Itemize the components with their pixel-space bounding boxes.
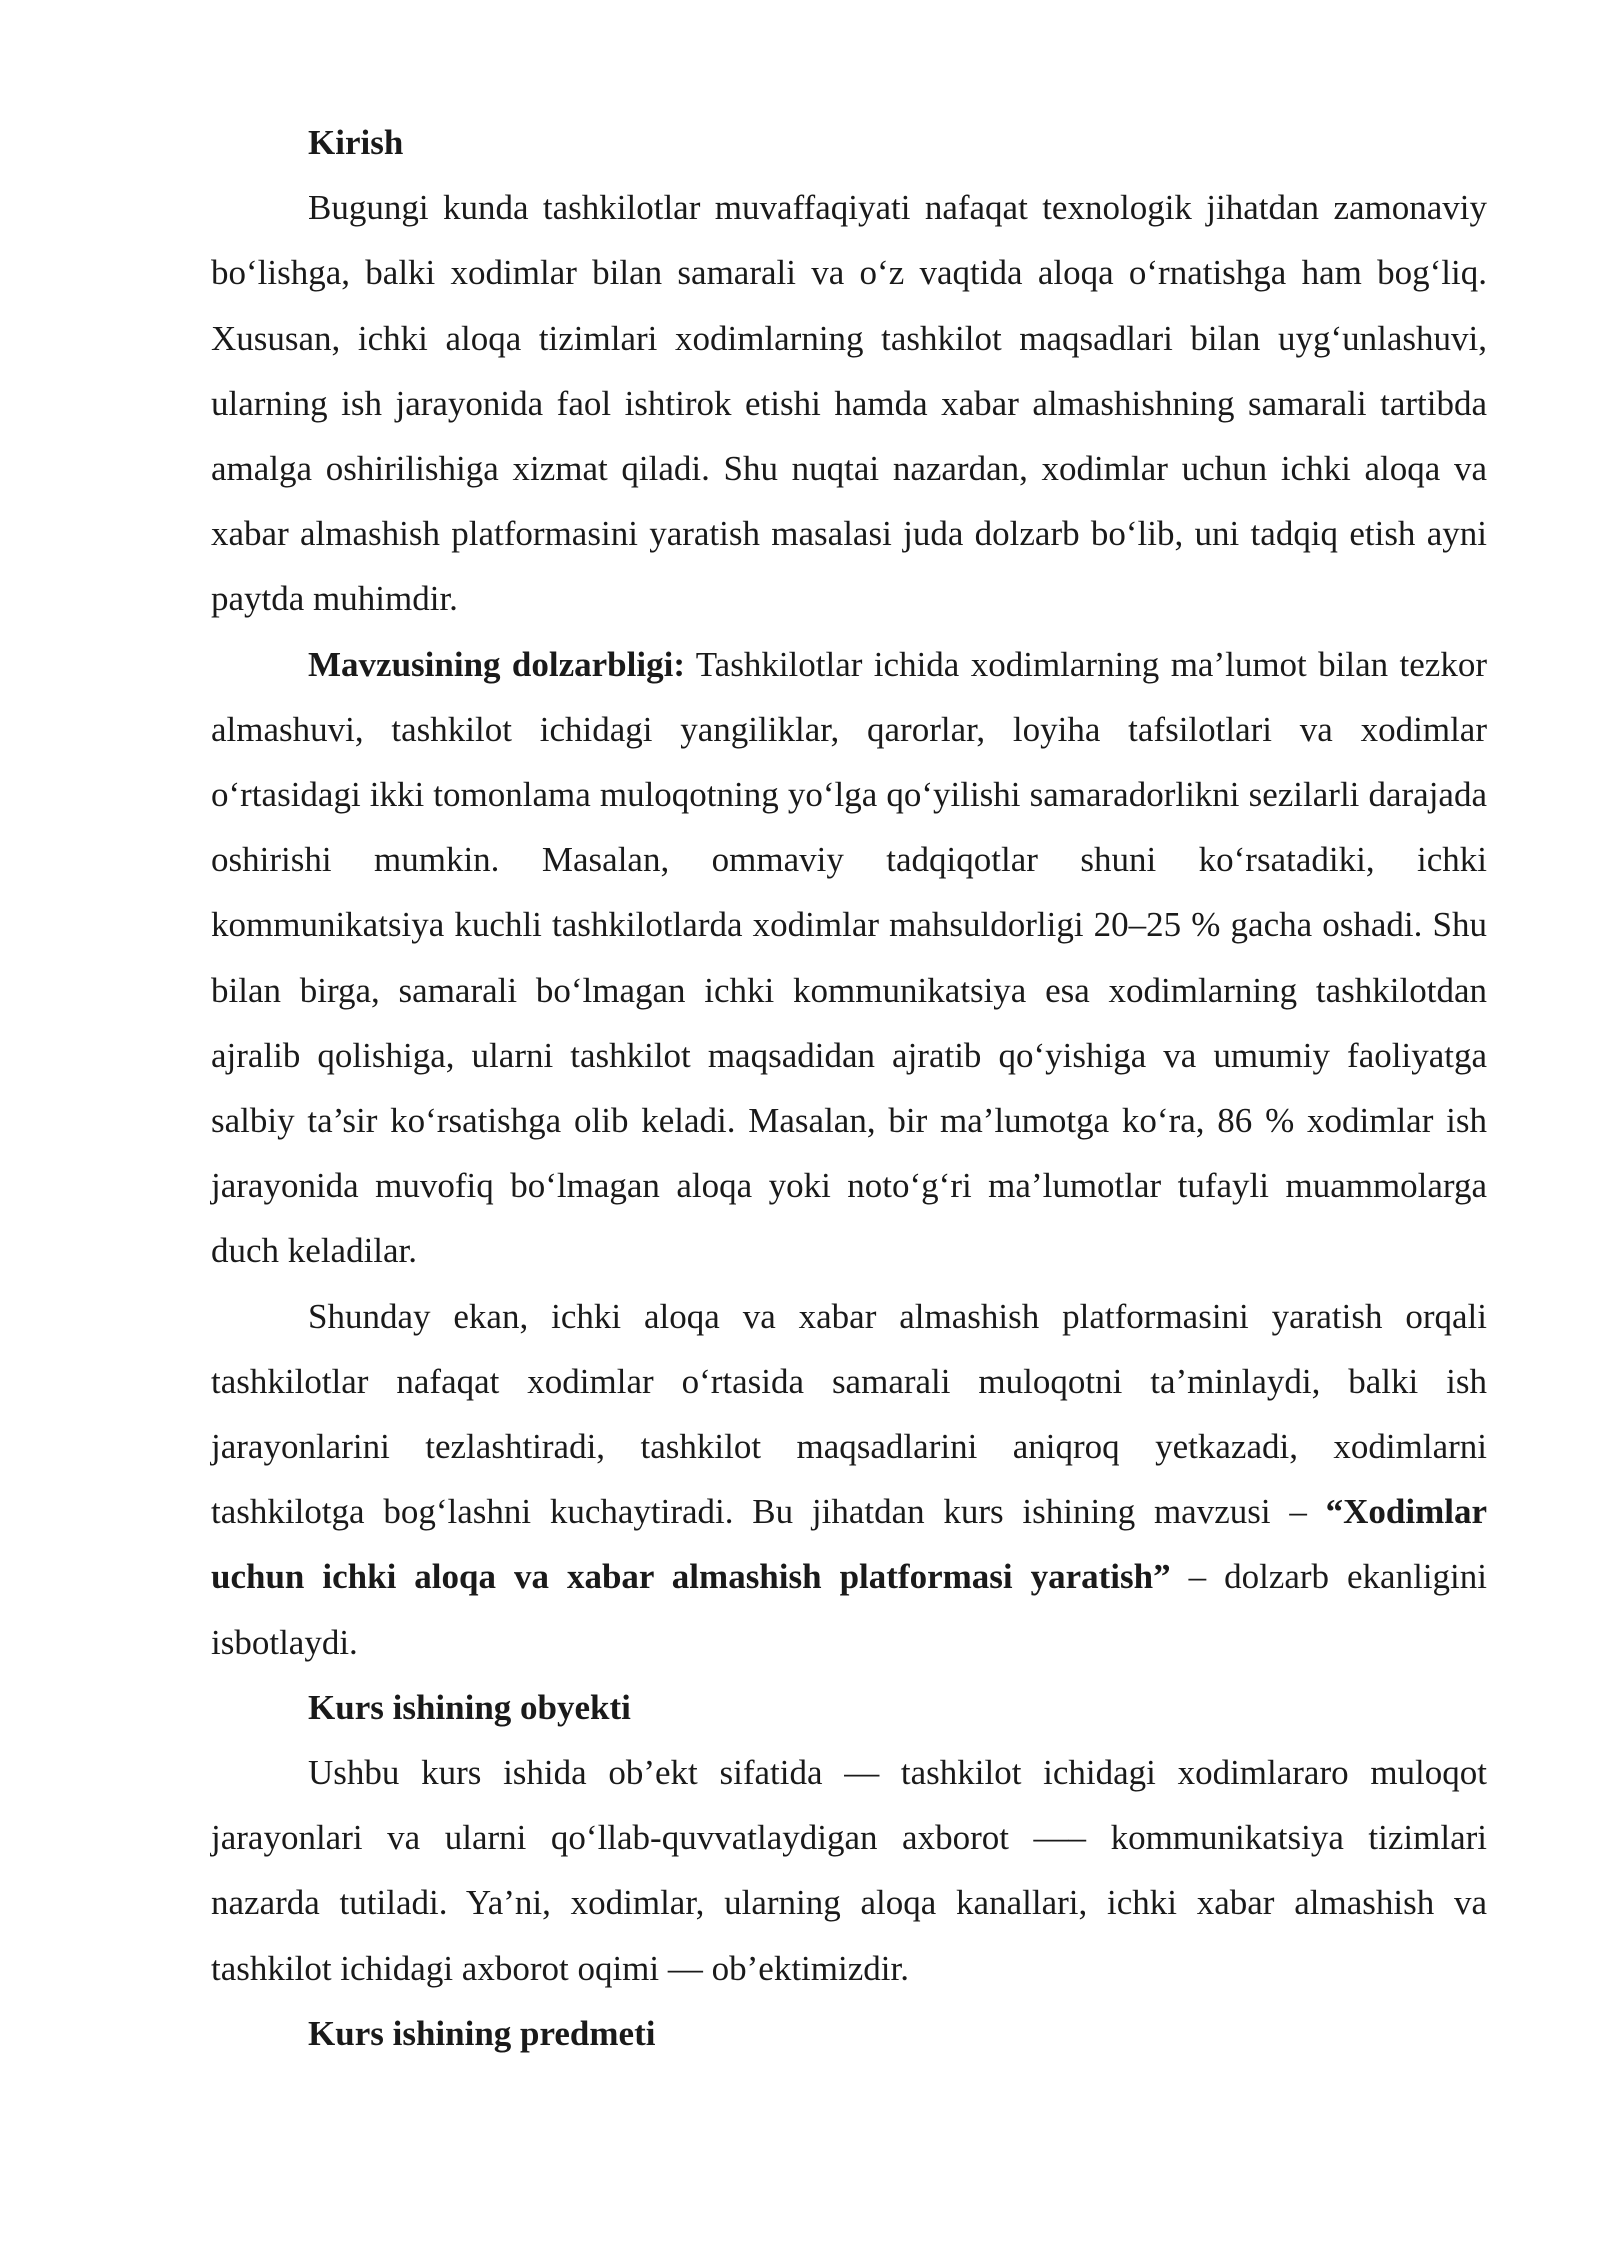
- paragraph-object: Ushbu kurs ishida ob’ekt sifatida — tashkilot ichidagi xodimlararo muloqot jarayonlari va ularni qo‘llab-quvvatlaydigan axborot —– kommunikatsiya tizimlari nazarda tutiladi. Ya’ni, xodimlar, ularning aloqa kanallari, ichki xabar almashish va tashkilot ichidagi axborot oqimi — ob’ektimizdir.: [211, 1753, 1487, 1988]
- paragraph-conclusion: [211, 1284, 1487, 1675]
- paragraph-relevance: [211, 632, 1487, 1284]
- conclusion-tail: – dolzarb ekanligini isbotlaydi.: [211, 1557, 1487, 1662]
- relevance-text: Tashkilotlar ichida xodimlarning ma’lumot bilan tezkor almashuvi, tashkilot ichidagi yangiliklar, qarorlar, loyiha tafsilotlari va xodimlar o‘rtasidagi ikki tomonlama muloqotning yo‘lga qo‘yilishi samaradorlikni sezilarli darajada oshirishi mumkin. Masalan, ommaviy tadqiqotlar shuni ko‘rsatadiki, ichki kommunikatsiya kuchli tashkilotlarda xodimlar mahsuldorligi 20–25 % gacha oshadi. Shu bilan birga, samarali bo‘lmagan ichki kommunikatsiya esa xodimlarning tashkilotdan ajralib qolishiga, ularni tashkilot maqsadidan ajratib qo‘yishiga va umumiy faoliyatga salbiy ta’sir ko‘rsatishga olib keladi. Masalan, bir ma’lumotga ko‘ra, 86 % xodimlar ish jarayonida muvofiq bo‘lmagan aloqa yoki noto‘g‘ri ma’lumotlar tufayli muammolarga duch keladilar.: [211, 644, 1487, 1271]
- heading-object: Kurs ishining obyekti: [308, 1687, 631, 1727]
- course-topic-title: “Xodimlar uchun ichki aloqa va xabar almashish platformasi yaratish”: [211, 1492, 1487, 1597]
- heading-kirish: Kirish: [308, 123, 404, 162]
- relevance-lead: Mavzusining dolzarbligi:: [308, 644, 685, 684]
- heading-subject: Kurs ishining predmeti: [308, 2013, 656, 2053]
- conclusion-text: Shunday ekan, ichki aloqa va xabar almashish platformasini yaratish orqali tashkilotlar nafaqat xodimlar o‘rtasida samarali muloqotni ta’minlaydi, balki ish jarayonlarini tezlashtiradi, tashkilot maqsadlarini aniqroq yetkazadi, xodimlarni tashkilotga bog‘lashni kuchaytiradi. Bu jihatdan kurs ishining mavzusi –: [211, 1296, 1487, 1532]
- paragraph-intro: Bugungi kunda tashkilotlar muvaffaqiyati nafaqat texnologik jihatdan zamonaviy bo‘lishga, balki xodimlar bilan samarali va o‘z vaqtida aloqa o‘rnatishga ham bog‘liq. Xususan, ichki aloqa tizimlari xodimlarning tashkilot maqsadlari bilan uyg‘unlashuvi, ularning ish jarayonida faol ishtirok etishi hamda xabar almashishning samarali tartibda amalga oshirilishiga xizmat qiladi. Shu nuqtai nazardan, xodimlar uchun ichki aloqa va xabar almashish platformasini yaratish masalasi juda dolzarb bo‘lib, uni tadqiq etish ayni paytda muhimdir.: [211, 188, 1487, 619]
- document-page: [211, 110, 1487, 2066]
